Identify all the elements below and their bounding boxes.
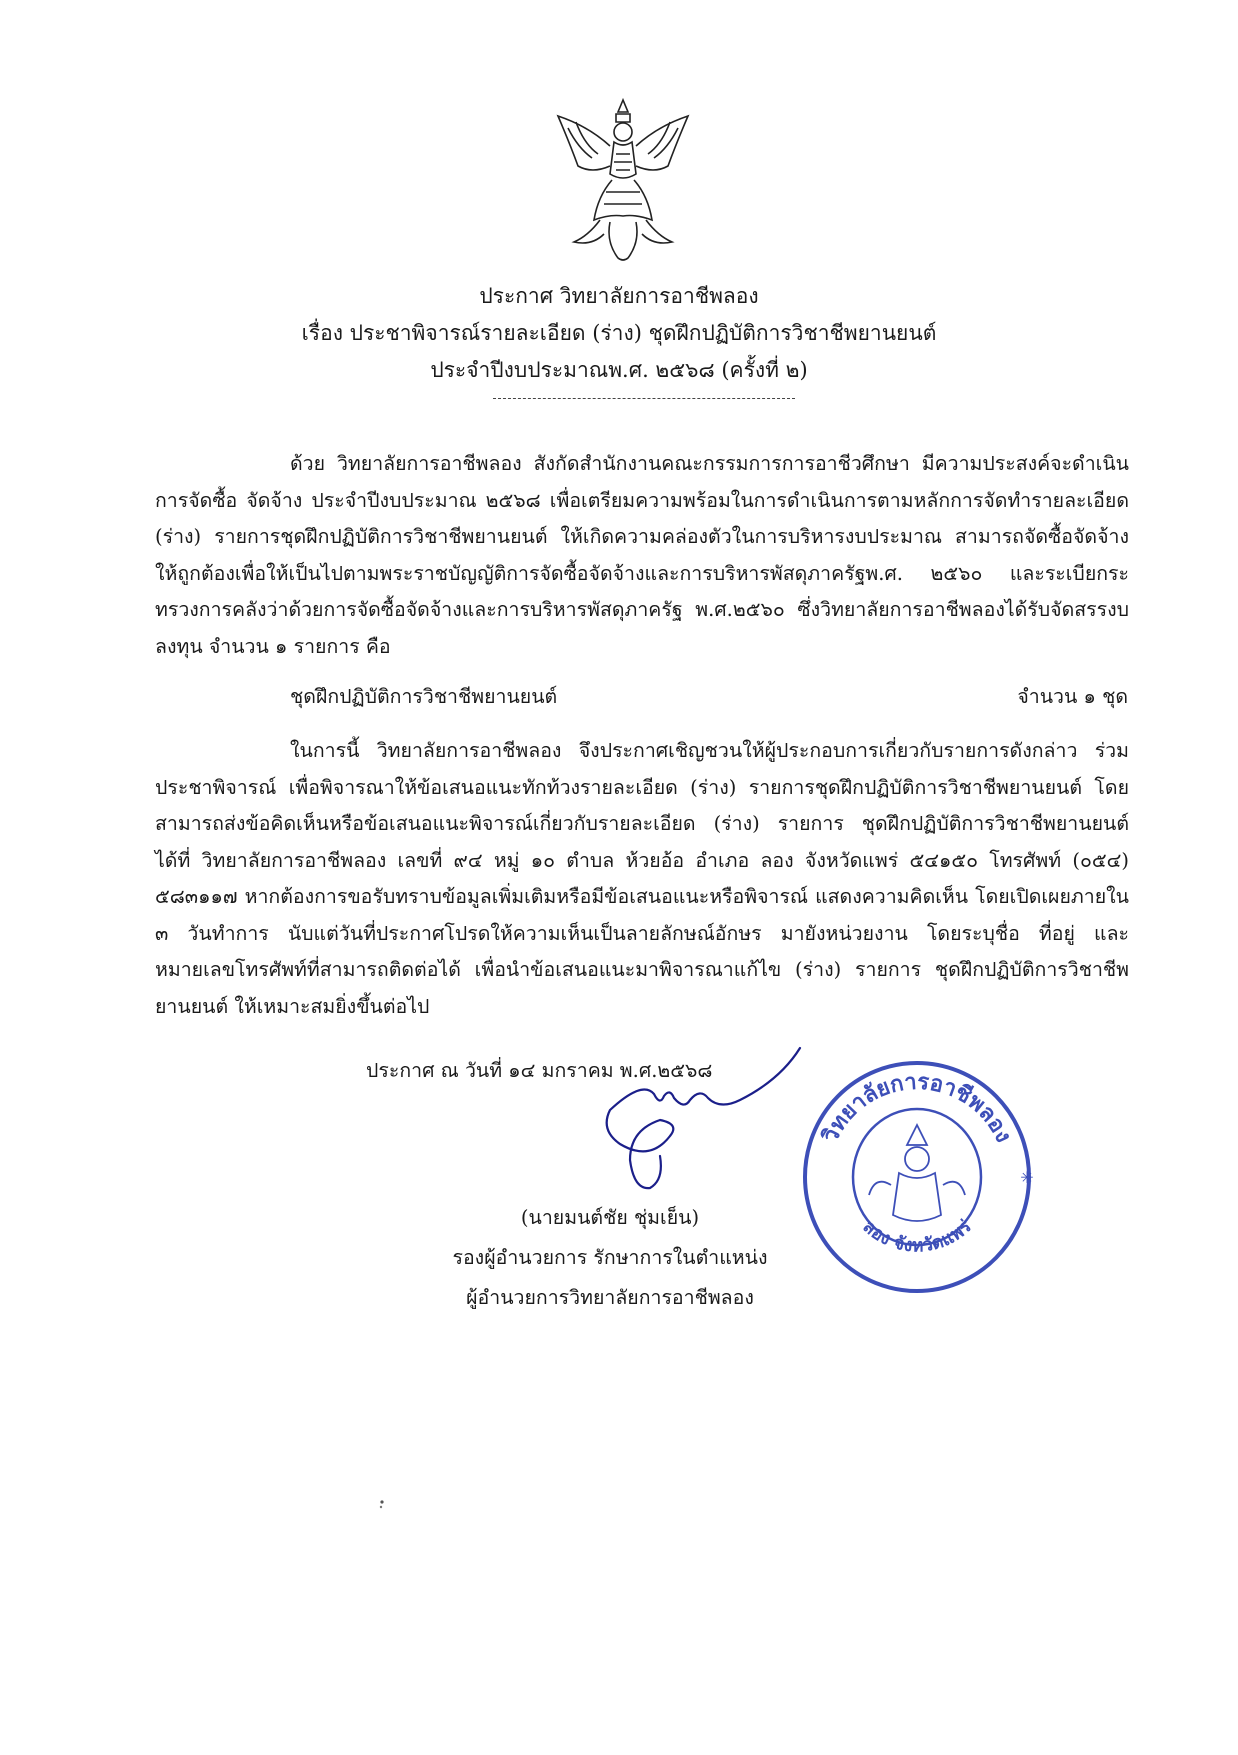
item-name: ชุดฝึกปฏิบัติการวิชาชีพยานยนต์ [290,685,558,708]
stamp-text-bottom: ลอง จังหวัดแพร่ [858,1216,976,1257]
item-line [290,681,1128,712]
fiscal-year-line: ประจำปีงบประมาณพ.ศ. ๒๕๖๘ (ครั้งที่ ๒) [430,358,808,382]
item-quantity: จำนวน ๑ ชุด [1017,685,1128,708]
announcement-subject: เรื่อง ประชาพิจารณ์รายละเอียด (ร่าง) ชุดฝึกปฏิบัติการวิชาชีพยานยนต์ [301,321,937,345]
signatory-name: (นายมนต์ชัย ชุ่มเย็น) [520,1206,700,1229]
title-divider [493,398,795,399]
announcement-date: ประกาศ ณ วันที่ ๑๔ มกราคม พ.ศ.๒๕๖๘ [366,1059,713,1082]
announcement-title: ประกาศ วิทยาลัยการอาชีพลอง [479,284,759,308]
svg-text:✳: ✳ [1020,1168,1034,1187]
signatory-title: ผู้อำนวยการวิทยาลัยการอาชีพลอง [466,1286,754,1309]
garuda-emblem-icon [548,96,698,266]
body-paragraph-1: ด้วย วิทยาลัยการอาชีพลอง สังกัดสำนักงานคณะกรรมการการอาชีวศึกษา มีความประสงค์จะดำเนินการจัดซื้อ จัดจ้าง ประจำปีงบประมาณ ๒๕๖๘ เพื่อเตรียมความพร้อมในการดำเนินการตามหลักการจัดทำรายละเอียด (ร่าง) รายการชุดฝึกปฏิบัติการวิชาชีพยานยนต์ ให้เกิดความคล่องตัวในการบริหารงบประมาณ สามารถจัดซื้อจัดจ้างให้ถูกต้องเพื่อให้เป็นไปตามพระราชบัญญัติการจัดซื้อจัดจ้างและการบริหารพัสดุภาครัฐพ.ศ. ๒๕๖๐ และระเบียกระทรวงการคลังว่าด้วยการจัดซื้อจัดจ้างและการบริหารพัสดุภาครัฐ พ.ศ.๒๕๖๐ ซึ่งวิทยาลัยการอาชีพลองได้รับจัดสรรงบลงทุน จำนวน ๑ รายการ คือ [155,452,1129,658]
official-seal-stamp [795,1055,1040,1300]
stamp-text-top: วิทยาลัยการอาชีพลอง [818,1069,1016,1147]
body-paragraph-2: ในการนี้ วิทยาลัยการอาชีพลอง จึงประกาศเชิญชวนให้ผู้ประกอบการเกี่ยวกับรายการดังกล่าว ร่วมประชาพิจารณ์ เพื่อพิจารณาให้ข้อเสนอแนะทักท้วงรายละเอียด (ร่าง) รายการชุดฝึกปฏิบัติการวิชาชีพยานยนต์ โดยสามารถส่งข้อคิดเห็นหรือข้อเสนอแนะพิจารณ์เกี่ยวกับรายละเอียด (ร่าง) รายการ ชุดฝึกปฏิบัติการวิชาชีพยานยนต์ ได้ที่ วิทยาลัยการอาชีพลอง เลขที่ ๙๔ หมู่ ๑๐ ตำบล ห้วยอ้อ อำเภอ ลอง จังหวัดแพร่ ๕๔๑๕๐ โทรศัพท์ (๐๕๔) ๕๘๓๑๑๗ หากต้องการขอรับทราบข้อมูลเพิ่มเติมหรือมีข้อเสนอแนะหรือพิจารณ์ แสดงความคิดเห็น โดยเปิดเผยภายใน ๓ วันทำการ นับแต่วันที่ประกาศโปรดให้ความเห็นเป็นลายลักษณ์อักษร มายังหน่วยงาน โดยระบุชื่อ ที่อยู่ และหมายเลขโทรศัพท์ที่สามารถติดต่อได้ เพื่อนำข้อเสนอแนะมาพิจารณาแก้ไข (ร่าง) รายการ ชุดฝึกปฏิบัติการวิชาชีพยานยนต์ ให้เหมาะสมยิ่งขึ้นต่อไป [155,739,1129,1018]
handwritten-signature [590,1040,810,1200]
scan-speck [379,1500,385,1509]
signatory-position: รองผู้อำนวยการ รักษาการในตำแหน่ง [452,1246,768,1269]
